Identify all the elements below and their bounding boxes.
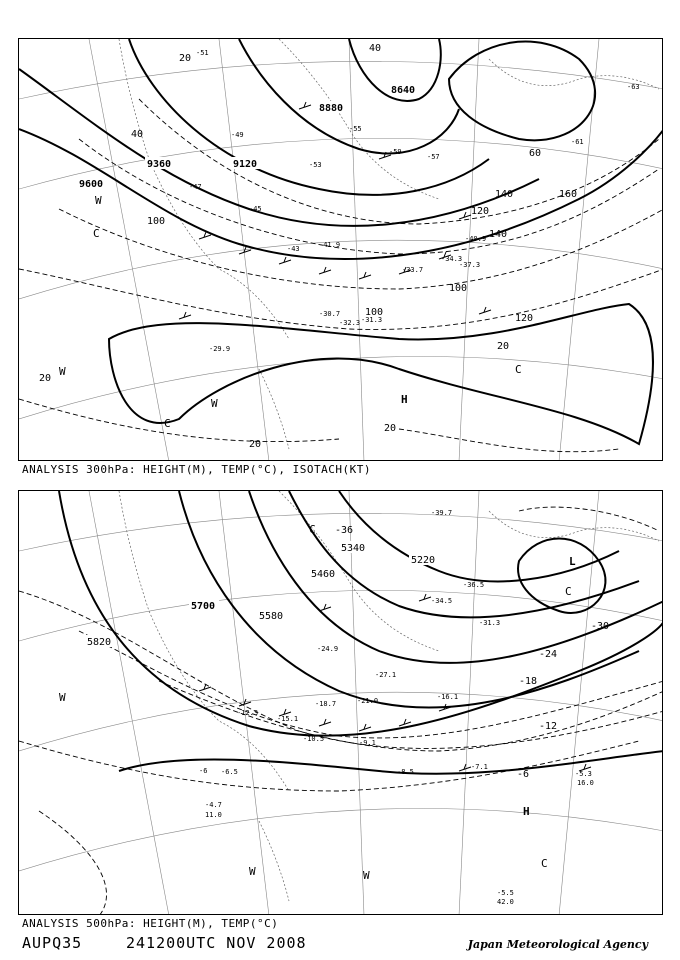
map-panel-300hpa xyxy=(18,38,663,461)
cold-center-label: C xyxy=(565,585,572,598)
isotach-label: 20 xyxy=(384,423,397,434)
station-value: -27.1 xyxy=(375,671,397,679)
isotach-label: 20 xyxy=(497,341,510,352)
cold-center-label: C xyxy=(515,363,522,376)
station-value: -24.9 xyxy=(317,645,339,653)
low-center-label: L xyxy=(569,555,576,568)
caption-300hpa: ANALYSIS 300hPa: HEIGHT(M), TEMP(°C), ISOTACH(KT) xyxy=(22,463,372,476)
temp-label: -61 xyxy=(571,138,584,146)
station-value: 16.0 xyxy=(577,779,594,787)
height-label: 5820 xyxy=(87,637,112,648)
station-value: -39.7 xyxy=(431,509,453,517)
isotach-label: 140 xyxy=(489,229,508,240)
isotach-label: 60 xyxy=(529,148,542,159)
temp-label: -43 xyxy=(287,245,300,253)
height-labels-500 xyxy=(85,541,439,648)
height-label: 8640 xyxy=(391,85,416,96)
station-value: -5.5 xyxy=(497,889,514,897)
temp-label: -53 xyxy=(309,161,322,169)
station-value: -16.1 xyxy=(437,693,459,701)
station-value: -6 xyxy=(199,767,208,775)
station-value: -15.1 xyxy=(277,715,299,723)
agency-credit: Japan Meteorological Agency xyxy=(467,938,648,951)
isotach-label: 160 xyxy=(559,189,578,200)
valid-time: 241200UTC NOV 2008 xyxy=(126,934,307,952)
height-labels-300 xyxy=(77,83,419,190)
coastlines-300 xyxy=(119,39,659,449)
temp-label: -37.3 xyxy=(459,261,481,269)
height-label: 5580 xyxy=(259,611,284,622)
caption-500hpa: ANALYSIS 500hPa: HEIGHT(M), TEMP(°C) xyxy=(22,917,279,930)
cold-center-label: C xyxy=(93,227,100,240)
height-label: 5340 xyxy=(341,543,366,554)
cold-center-label: C xyxy=(309,523,316,536)
warm-center-label: W xyxy=(59,365,66,378)
high-center-label: H xyxy=(401,393,408,406)
station-value: -9.1 xyxy=(359,739,376,747)
map-300hpa-svg xyxy=(19,39,663,461)
temp-label: -59 xyxy=(389,148,402,156)
isotach-label: 100 xyxy=(147,216,166,227)
isotach-label: 20 xyxy=(249,439,262,450)
map-500hpa-svg xyxy=(19,491,663,915)
cold-center-label: C xyxy=(541,857,548,870)
temp-label: -45 xyxy=(249,205,262,213)
temp-label: -55 xyxy=(349,125,362,133)
graticule-500 xyxy=(19,491,663,915)
isotherm-label: -18 xyxy=(519,676,538,687)
temp-label: -29.9 xyxy=(209,345,231,353)
isotherm-labels-500 xyxy=(335,525,609,780)
cold-center-label: C xyxy=(164,417,171,430)
warm-center-label: W xyxy=(249,865,256,878)
warm-center-label: W xyxy=(59,691,66,704)
isotach-label: 40 xyxy=(131,129,144,140)
temp-label: -33.7 xyxy=(402,266,424,274)
pressure-centers-300 xyxy=(59,194,522,430)
isotach-label: 140 xyxy=(495,189,514,200)
station-value: -18.7 xyxy=(315,700,337,708)
isotach-label: 100 xyxy=(449,283,468,294)
temp-label: -40.9 xyxy=(465,235,487,243)
isotach-label: 20 xyxy=(179,53,192,64)
height-label: 9360 xyxy=(147,159,172,170)
station-value: -12.3 xyxy=(237,709,259,717)
map-panel-500hpa xyxy=(18,490,663,915)
station-value: 11.0 xyxy=(205,811,222,819)
station-value: -21.0 xyxy=(357,697,379,705)
station-value: -34.5 xyxy=(431,597,453,605)
isotach-label: 100 xyxy=(365,307,384,318)
temp-label: -31.3 xyxy=(361,316,383,324)
isotach-label: 120 xyxy=(515,313,534,324)
station-value: -4.7 xyxy=(205,801,222,809)
chart-identifier: AUPQ35 xyxy=(22,934,83,952)
station-value: -31.3 xyxy=(479,619,501,627)
height-label: 5460 xyxy=(311,569,336,580)
temp-label: -41.9 xyxy=(319,241,341,249)
height-label: 9120 xyxy=(233,159,258,170)
temp-label: -34.3 xyxy=(441,255,463,263)
station-value: -8.5 xyxy=(397,768,414,776)
station-value: -6.5 xyxy=(221,768,238,776)
station-value: -10.5 xyxy=(303,735,325,743)
height-label: 8880 xyxy=(319,103,344,114)
height-label: 5700 xyxy=(191,601,216,612)
station-value: -36.5 xyxy=(463,581,485,589)
isotach-label: 20 xyxy=(39,373,52,384)
temp-label: -63 xyxy=(627,83,640,91)
temp-label: -49 xyxy=(231,131,244,139)
high-center-label: H xyxy=(523,805,530,818)
isotach-label: 40 xyxy=(369,43,382,54)
temp-label: -57 xyxy=(427,153,440,161)
height-contours-500 xyxy=(59,491,663,774)
temp-label: -30.7 xyxy=(319,310,341,318)
temp-label: -47 xyxy=(189,183,202,191)
isotach-label: 120 xyxy=(471,206,490,217)
isotherm-label: -24 xyxy=(539,649,558,660)
temp-label: -32.3 xyxy=(339,319,361,327)
temp-label: -51 xyxy=(196,49,209,57)
warm-center-label: W xyxy=(211,397,218,410)
isotherm-label: -30 xyxy=(591,621,610,632)
station-values-500 xyxy=(199,509,594,906)
height-label: 9600 xyxy=(79,179,104,190)
isotherm-label: -12 xyxy=(539,721,558,732)
isotachs-300 xyxy=(19,99,663,452)
height-label: 5220 xyxy=(411,555,436,566)
warm-center-label: W xyxy=(363,869,370,882)
isotherm-label: -6 xyxy=(517,769,530,780)
isotherm-label: -36 xyxy=(335,525,354,536)
station-value: -7.1 xyxy=(471,763,488,771)
station-value: 42.0 xyxy=(497,898,514,906)
station-value: -5.3 xyxy=(575,770,592,778)
warm-center-label: W xyxy=(95,194,102,207)
